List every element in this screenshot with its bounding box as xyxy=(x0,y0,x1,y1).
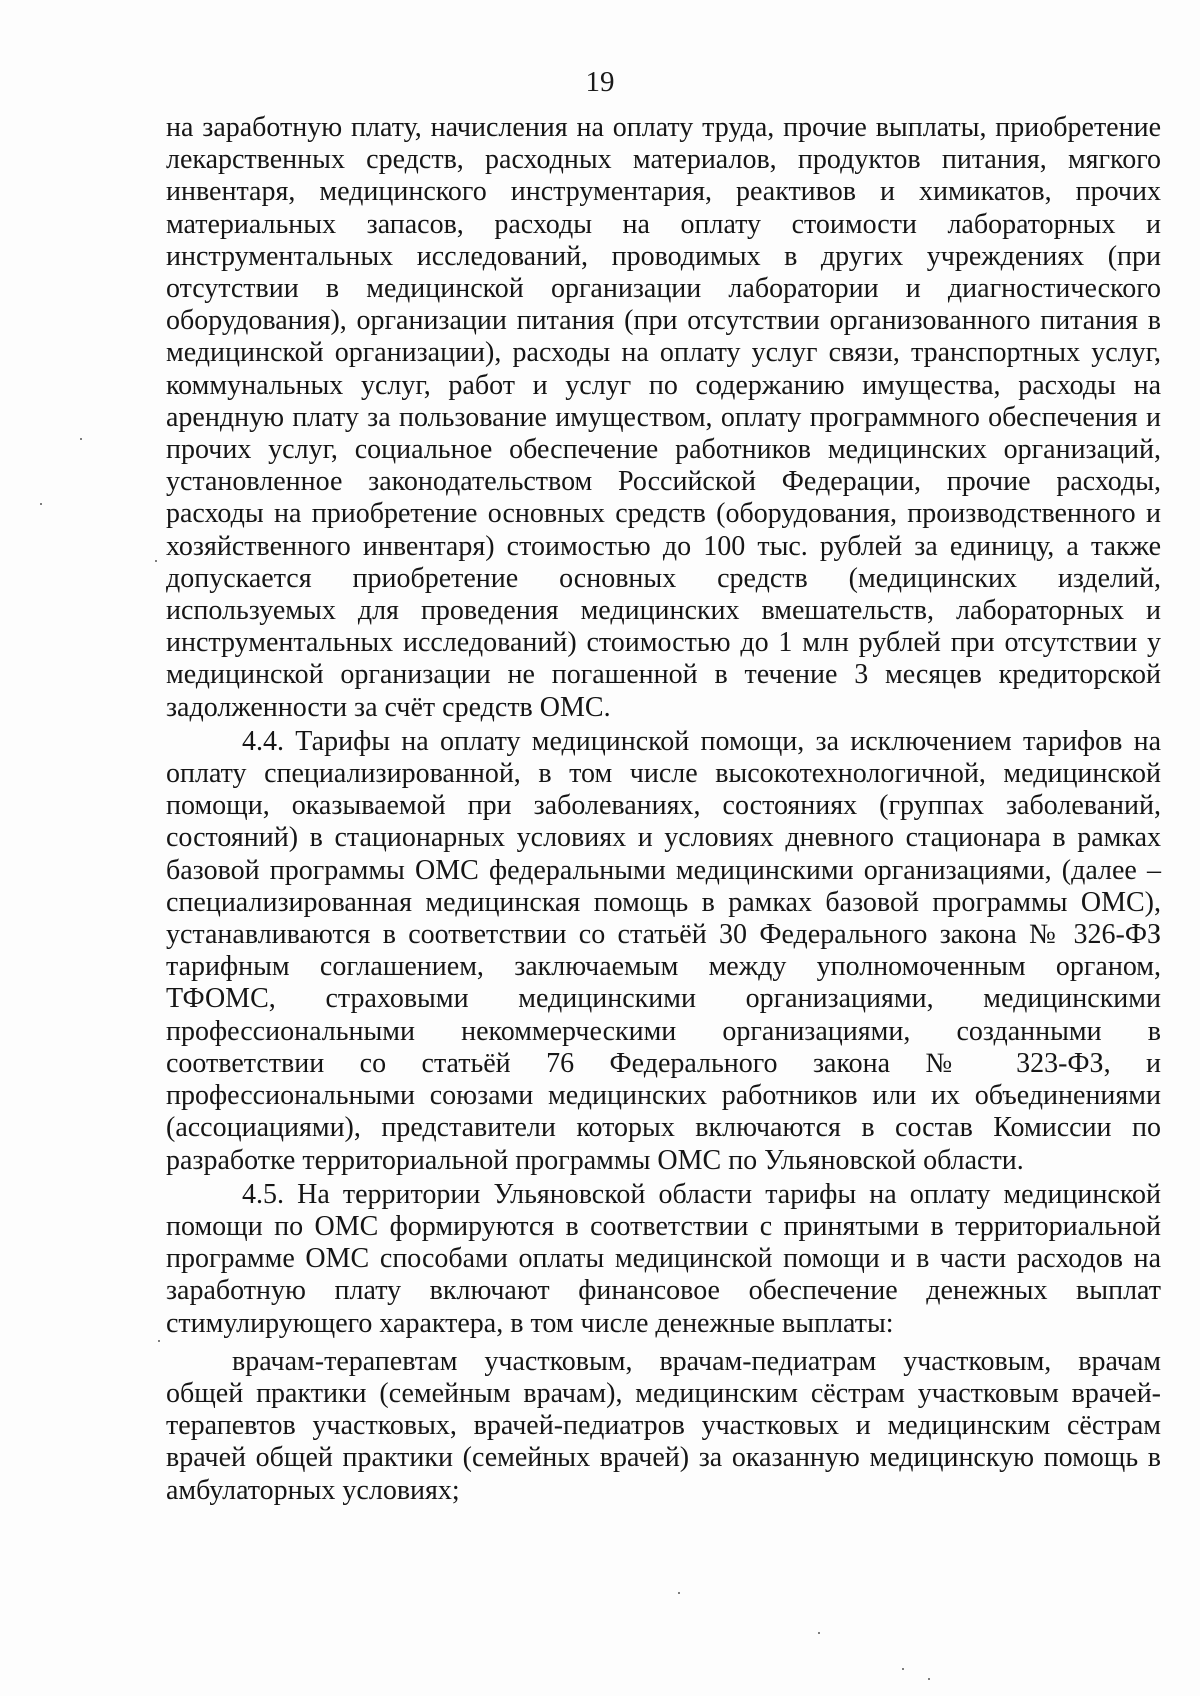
scan-speck xyxy=(902,1668,904,1670)
scan-speck xyxy=(678,1592,680,1594)
scan-speck xyxy=(80,438,82,440)
scan-speck xyxy=(158,1340,160,1342)
scan-speck xyxy=(155,560,157,562)
scan-speck xyxy=(818,1632,820,1634)
scan-speck xyxy=(40,503,42,505)
paragraph-list-item: врачам-терапевтам участковым, врачам-педиатрам участковым, врачам общей практики (семейным врачам), медицинским сёстрам участковым врачей-терапевтов участковых, врачей-педиатров участковых и медицинским сёстрам врачей общей практики (семейных врачей) за оказанную медицинскую помощь в амбулаторных условиях; xyxy=(166,1345,1161,1506)
scan-speck xyxy=(928,1678,930,1680)
paragraph-4-5: 4.5. На территории Ульяновской области тарифы на оплату медицинской помощи по ОМС формируются в соответствии с принятыми в территориальной программе ОМС способами оплаты медицинской помощи и в части расходов на заработную плату включают финансовое обеспечение денежных выплат стимулирующего характера, в том числе денежные выплаты: xyxy=(166,1178,1161,1339)
page-number: 19 xyxy=(585,66,615,98)
paragraph-continuation: на заработную плату, начисления на оплату труда, прочие выплаты, приобретение лекарственных средств, расходных материалов, продуктов питания, мягкого инвентаря, медицинского инструментария, реактивов и химикатов, прочих материальных запасов, расходы на оплату стоимости лабораторных и инструментальных исследований, проводимых в других учреждениях (при отсутствии в медицинской организации лаборатории и диагностического оборудования), организации питания (при отсутствии организованного питания в медицинской организации), расходы на оплату услуг связи, транспортных услуг, коммунальных услуг, работ и услуг по содержанию имущества, расходы на арендную плату за пользование имуществом, оплату программного обеспечения и прочих услуг, социальное обеспечение работников медицинских организаций, установленное законодательством Российской Федерации, прочие расходы, расходы на приобретение основных средств (оборудования, производственного и хозяйственного инвентаря) стоимостью до 100 тыс. рублей за единицу, а также допускается приобретение основных средств (медицинских изделий, используемых для проведения медицинских вмешательств, лабораторных и инструментальных исследований) стоимостью до 1 млн рублей при отсутствии у медицинской организации не погашенной в течение 3 месяцев кредиторской задолженности за счёт средств ОМС. xyxy=(166,112,1161,723)
document-body xyxy=(166,112,1161,1507)
paragraph-4-4: 4.4. Тарифы на оплату медицинской помощи, за исключением тарифов на оплату специализированной, в том числе высокотехнологичной, медицинской помощи, оказываемой при заболеваниях, состояниях (группах заболеваний, состояний) в стационарных условиях и условиях дневного стационара в рамках базовой программы ОМС федеральными медицинскими организациями, (далее – специализированная медицинская помощь в рамках базовой программы ОМС), устанавливаются в соответствии со статьёй 30 Федерального закона № 326-ФЗ тарифным соглашением, заключаемым между уполномоченным органом, ТФОМС, страховыми медицинскими организациями, медицинскими профессиональными некоммерческими организациями, созданными в соответствии со статьёй 76 Федерального закона № 323-ФЗ, и профессиональными союзами медицинских работников или их объединениями (ассоциациями), представители которых включаются в состав Комиссии по разработке территориальной программы ОМС по Ульяновской области. xyxy=(166,725,1161,1176)
